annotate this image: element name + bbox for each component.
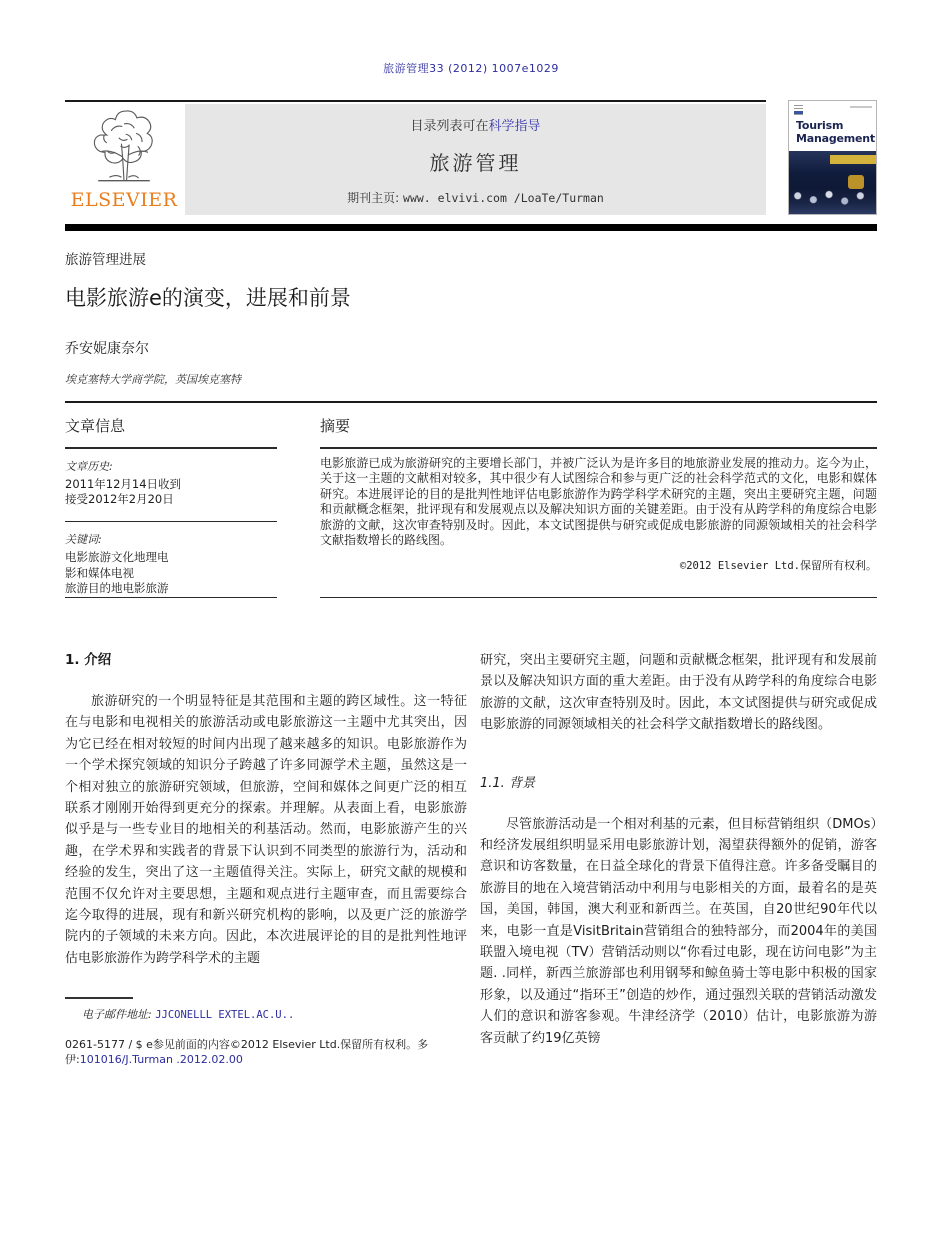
elsevier-tree-icon (81, 105, 167, 191)
journal-citation: 旅游管理33 (2012) 1007e1029 (383, 62, 559, 75)
background-paragraph: 尽管旅游活动是一个相对利基的元素，但目标营销组织（DMOs）和经济发展组织明显采用电影旅游计划，渴望获得额外的促销，游客意识和访客数量，在日益全球化的背景下值得注意。许多备受瞩目的旅游目的地在入境营销活动中利用与电影相关的方面，最着名的是英国，美国，韩国，澳大利亚和新西兰。在英国，自20世纪90年代以来，电影一直是VisitBritain营销组合的独特部分，而2004年的美国联盟入境电视（TV）营销活动则以“你看过电影，现在访问电影”为主题. .同样，新西兰旅游部也利用钢琴和鲸鱼骑士等电影中积极的国家形象，以及通过“指环王”创造的炒作，通过强烈关联的营销活动激发人们的意识和游客参观。牛津经济学（2010）估计，电影旅游为游客贡献了约19亿英镑 (480, 816, 877, 1046)
email-label: 电子邮件地址: (82, 1007, 156, 1021)
header-top-rule (65, 100, 766, 102)
footnote-email-line (65, 1006, 467, 1022)
keyword: 影和媒体电视 (65, 565, 134, 580)
contents-line (410, 115, 540, 134)
email-link[interactable]: JJCONELLL EXTEL.AC.U.. (155, 1008, 295, 1021)
cover-publisher-mark-icon (794, 105, 803, 116)
cover-photo-crowd (789, 188, 876, 214)
article-info-column (65, 403, 277, 598)
rule (65, 447, 277, 449)
author-name: 乔安妮康奈尔 (65, 341, 149, 357)
journal-title: 旅游管理 (429, 151, 522, 175)
history-label: 文章历史: (65, 459, 113, 473)
copyright-line (320, 557, 877, 573)
footnote-block (65, 997, 467, 1067)
column-gap (467, 648, 480, 1067)
cover-issue-text (850, 106, 872, 108)
elsevier-logo (65, 105, 183, 215)
journal-cover-image[interactable] (788, 100, 877, 215)
footnote-issn (65, 1037, 467, 1067)
abstract-heading: 摘要 (320, 417, 351, 435)
doi-prefix: 伊: (65, 1052, 80, 1066)
rule (65, 597, 277, 599)
keywords-block (65, 550, 277, 597)
series-label: 旅游管理进展 (65, 252, 146, 268)
history-block (65, 477, 277, 508)
rule (65, 521, 277, 523)
journal-header (65, 103, 877, 216)
homepage-url-link[interactable]: www. elvivi.com /LoaTe/Turman (403, 191, 604, 205)
body-right-column (480, 648, 877, 1067)
footnote-rule (65, 997, 133, 999)
doi-link[interactable]: 101016/J.Turman .2012.02.00 (79, 1052, 243, 1066)
meta-columns (65, 403, 877, 598)
keyword: 电影旅游文化地理电 (65, 550, 169, 564)
issn-line: 0261-5177 / $ e参见前面的内容©2012 Elsevier Ltd.保留所有权利。多 (65, 1037, 429, 1051)
keywords-label: 关键词: (65, 533, 102, 546)
homepage-line (347, 189, 604, 206)
rule (320, 447, 877, 449)
homepage-label: 期刊主页: (347, 191, 404, 205)
author-affiliation: 埃克塞特大学商学院，英国埃克塞特 (65, 373, 241, 386)
cover-photo-yellow-band (830, 155, 876, 164)
rule (320, 597, 877, 599)
contents-prefix: 目录列表可在 (410, 119, 489, 134)
header-divider-bar (65, 224, 877, 231)
copyright-cn: 保留所有权利。 (800, 559, 877, 573)
column-gap (277, 403, 320, 598)
section-1-1-heading: 1.1. 背景 (480, 775, 535, 791)
cover-photo-yellow-blob (848, 175, 864, 189)
article-info-heading: 文章信息 (65, 417, 126, 435)
keyword: 旅游目的地电影旅游 (65, 581, 169, 595)
doi-line (65, 1052, 467, 1067)
cover-photo (789, 151, 876, 214)
copyright-latin: ©2012 Elsevier Ltd. (679, 560, 800, 573)
elsevier-wordmark: ELSEVIER (70, 189, 178, 211)
article-title: 电影旅游e的演变，进展和前景 (65, 286, 351, 310)
abstract-column (320, 403, 877, 598)
page-content (65, 0, 877, 1067)
body-left-column (65, 648, 467, 1067)
article-body (65, 648, 877, 1067)
abstract-text: 电影旅游已成为旅游研究的主要增长部门，并被广泛认为是许多目的地旅游业发展的推动力。迄今为止，关于这一主题的文献相对较多，其中很少有人试图综合和参与更广泛的社会科学范式的文化，电影和媒体研究。本进展评论的目的是批判性地评估电影旅游作为跨学科学术研究的主题，突出主要研究主题，问题和贡献概念框架，批评现有和发展观点以及解决知识方面的关键差距。由于没有从跨学科的角度综合电影旅游的文献，这次审查特别及时。因此，本文试图提供与研究或促成电影旅游的同源领域相关的社会科学文献指数增长的路线图。 (320, 455, 877, 548)
cover-title: Tourism Management (796, 119, 875, 146)
intro-continuation-paragraph: 研究，突出主要研究主题，问题和贡献概念框架，批评现有和发展前景以及解决知识方面的重大差距。由于没有从跨学科的角度综合电影旅游的文献，这次审查特别及时。因此，本文试图提供与研究或促成电影旅游的同源领域相关的社会科学文献指数增长的路线图。 (480, 653, 877, 733)
history-accepted: 接受2012年2月20日 (65, 492, 174, 506)
section-1-heading: 1. 介绍 (65, 652, 112, 668)
history-received: 2011年12月14日收到 (65, 476, 182, 491)
journal-banner (185, 104, 766, 215)
sciencedirect-link[interactable]: 科学指导 (488, 119, 541, 134)
intro-paragraph: 旅游研究的一个明显特征是其范围和主题的跨区域性。这一特征在与电影和电视相关的旅游活动或电影旅游这一主题中尤其突出，因为它已经在相对较短的时间内出现了越来越多的知识。电影旅游作为一个学术探究领域的知识分子跨越了许多同源学术主题，虽然这是一个相对独立的旅游研究领域，但旅游，空间和媒体之间更广泛的相互联系才刚刚开始得到更充分的探索。并理解。从表面上看，电影旅游似乎是与一些专业目的地相关的利基活动。然而，电影旅游产生的兴趣，在学术界和实践者的背景下认识到不同类型的旅游行为，活动和经验的发生，突出了这一主题值得关注。实际上，研究文献的规模和范围不仅允许对主要思想，主题和观点进行主题审查，而且需要综合迄今取得的进展，现有和新兴研究机构的影响，以及更广泛的旅游学院内的子领域的未来方向。因此，本次进展评论的目的是批判性地评估电影旅游作为跨学科学术的主题 (65, 694, 467, 966)
